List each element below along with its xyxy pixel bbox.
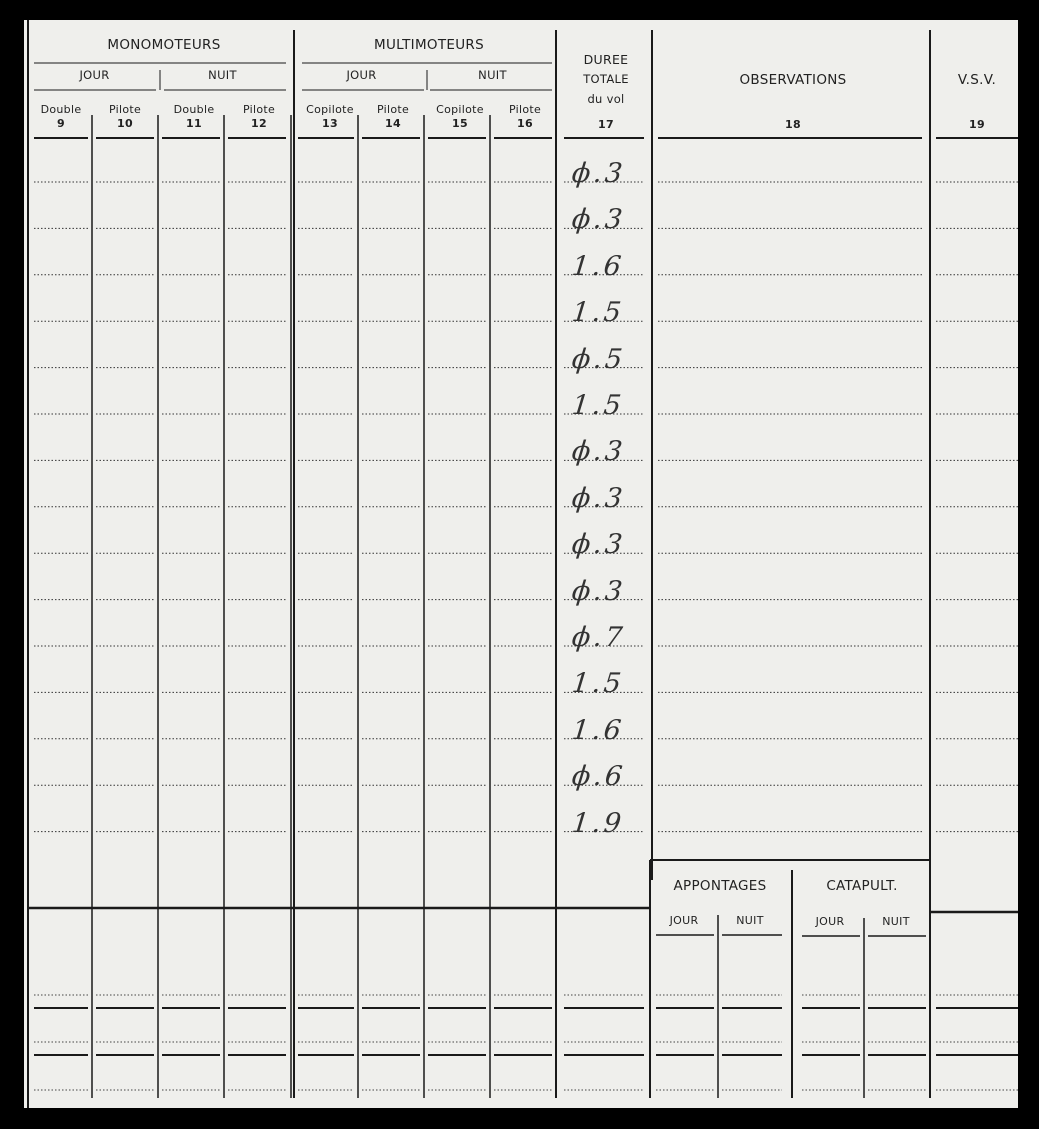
header-totale: TOTALE bbox=[583, 72, 629, 86]
header-appontages: APPONTAGES bbox=[673, 878, 767, 894]
header-jour-mono: JOUR bbox=[79, 68, 110, 82]
header-monomoteurs: MONOMOTEURS bbox=[107, 37, 221, 53]
duration-entry: ϕ.3 bbox=[570, 575, 627, 607]
header-duree: DUREE bbox=[583, 52, 629, 67]
duration-entry: ϕ.5 bbox=[570, 343, 627, 375]
subcol-number-6: 14 bbox=[385, 117, 401, 130]
header-du-vol: du vol bbox=[587, 92, 625, 106]
subcol-number-3: 11 bbox=[186, 117, 202, 130]
header-observations: OBSERVATIONS bbox=[739, 72, 847, 88]
subcol-number-4: 12 bbox=[251, 117, 267, 130]
duration-entry: ϕ.3 bbox=[570, 482, 627, 514]
col-number-17: 17 bbox=[598, 118, 614, 131]
subcol-number-8: 16 bbox=[517, 117, 533, 130]
subcol-label-5: Copilote bbox=[306, 103, 354, 116]
duration-entry: ϕ.3 bbox=[570, 529, 627, 561]
header-catapult: CATAPULT. bbox=[826, 878, 898, 894]
subcol-label-7: Copilote bbox=[436, 103, 484, 116]
subcol-label-6: Pilote bbox=[376, 103, 410, 116]
subcol-number-2: 10 bbox=[117, 117, 133, 130]
header-nuit-mono: NUIT bbox=[208, 68, 237, 82]
subcol-number-7: 15 bbox=[452, 117, 468, 130]
subcol-number-1: 9 bbox=[57, 117, 65, 130]
grid-lines bbox=[24, 20, 1018, 1108]
duration-entry: 1.5 bbox=[570, 390, 626, 421]
footer-app-nuit: NUIT bbox=[736, 914, 764, 927]
col-number-19: 19 bbox=[969, 118, 985, 131]
subcol-label-3: Double bbox=[173, 103, 215, 116]
header-jour-multi: JOUR bbox=[346, 68, 377, 82]
logbook-page bbox=[24, 20, 1018, 1108]
duration-entry: ϕ.6 bbox=[570, 761, 627, 793]
footer-app-jour: JOUR bbox=[669, 914, 699, 927]
footer-cat-jour: JOUR bbox=[815, 915, 845, 928]
subcol-label-4: Pilote bbox=[242, 103, 276, 116]
subcol-label-8: Pilote bbox=[508, 103, 542, 116]
footer-cat-nuit: NUIT bbox=[882, 915, 910, 928]
subcol-number-5: 13 bbox=[322, 117, 338, 130]
duration-entry: 1.6 bbox=[570, 250, 626, 282]
duration-entry: 1.5 bbox=[570, 668, 626, 700]
duration-entry: ϕ.7 bbox=[570, 622, 627, 653]
header-nuit-multi: NUIT bbox=[478, 68, 507, 82]
duration-entry: 1.9 bbox=[570, 807, 626, 839]
duration-entry: 1.6 bbox=[570, 714, 626, 746]
header-vsv: V.S.V. bbox=[957, 72, 997, 88]
duration-entry: 1.5 bbox=[570, 297, 626, 329]
duration-entry: ϕ.3 bbox=[570, 158, 627, 189]
duration-entry: ϕ.3 bbox=[570, 436, 627, 468]
col-number-18: 18 bbox=[785, 118, 801, 131]
subcol-label-2: Pilote bbox=[108, 103, 142, 116]
header-multimoteurs: MULTIMOTEURS bbox=[374, 37, 484, 53]
duration-entry: ϕ.3 bbox=[570, 204, 627, 236]
subcol-label-1: Double bbox=[40, 103, 82, 116]
